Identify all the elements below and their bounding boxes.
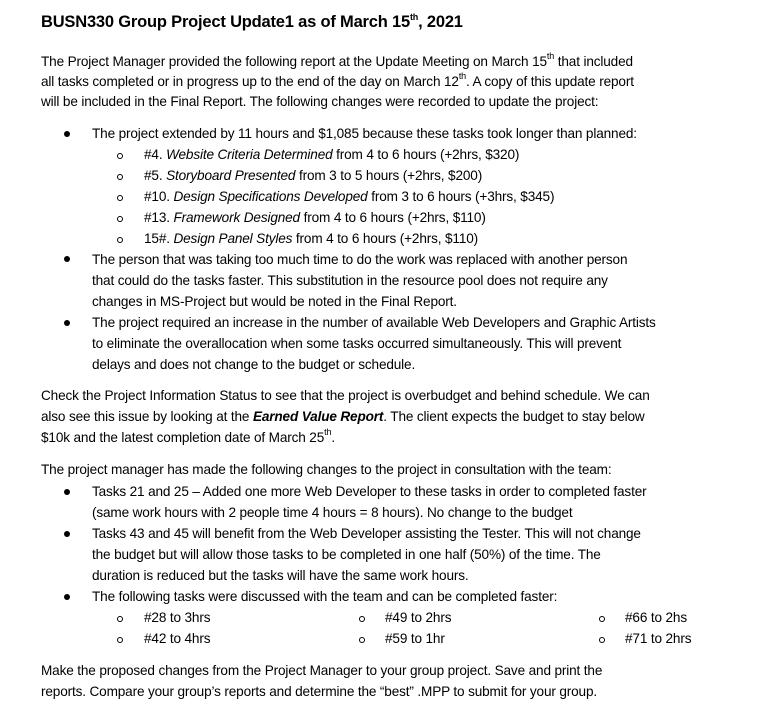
check-line-3: $10k and the latest completion date of March 25th. xyxy=(41,427,335,445)
sub-bullet-icon xyxy=(599,616,605,622)
change-bullet-2-line-2: that could do the tasks faster. This substitution in the resource pool does not require any xyxy=(92,273,608,288)
task-item-10: #10. Design Specifications Developed from 3 to 6 hours (+3hrs, $345) xyxy=(144,189,555,204)
sub-bullet-icon xyxy=(117,153,123,159)
grid-item-42: #42 to 4hrs xyxy=(144,631,211,646)
grid-item-59: #59 to 1hr xyxy=(385,631,445,646)
grid-item-28: #28 to 3hrs xyxy=(144,610,211,625)
pm-bullet-2-line-1: Tasks 43 and 45 will benefit from the Web Developer assisting the Tester. This will not change xyxy=(92,526,641,541)
pm-intro: The project manager has made the following changes to the project in consultation with the team: xyxy=(41,462,612,477)
task-item-4: #4. Website Criteria Determined from 4 to 6 hours (+2hrs, $320) xyxy=(144,147,520,162)
intro-line-1: The Project Manager provided the following report at the Update Meeting on March 15th that included xyxy=(41,51,633,69)
bullet-icon xyxy=(64,594,70,600)
bullet-icon xyxy=(64,489,70,495)
pm-bullet-3: The following tasks were discussed with the team and can be completed faster: xyxy=(92,589,558,604)
change-bullet-2-line-3: changes in MS-Project but would be noted in the Final Report. xyxy=(92,294,457,309)
change-bullet-3-line-3: delays and does not change to the budget or schedule. xyxy=(92,357,416,372)
sub-bullet-icon xyxy=(117,174,123,180)
bullet-icon xyxy=(64,320,70,326)
sub-bullet-icon xyxy=(117,216,123,222)
intro-line-3: will be included in the Final Report. The following changes were recorded to update the project: xyxy=(41,94,599,109)
task-item-5: #5. Storyboard Presented from 3 to 5 hours (+2hrs, $200) xyxy=(144,168,483,183)
closing-line-1: Make the proposed changes from the Project Manager to your group project. Save and print the xyxy=(41,663,603,678)
closing-line-2: reports. Compare your group’s reports and determine the “best” .MPP to submit for your group. xyxy=(41,684,597,699)
task-item-13: #13. Framework Designed from 4 to 6 hours (+2hrs, $110) xyxy=(144,210,486,225)
bullet-icon xyxy=(64,256,70,262)
intro-line-2: all tasks completed or in progress up to the end of the day on March 12th. A copy of this update report xyxy=(41,71,634,89)
sub-bullet-icon xyxy=(359,637,365,643)
bullet-icon xyxy=(64,531,70,537)
change-bullet-3-line-2: to eliminate the overallocation when some tasks occurred simultaneously. This will prevent xyxy=(92,336,622,351)
grid-item-66: #66 to 2hs xyxy=(625,610,687,625)
grid-item-71: #71 to 2hrs xyxy=(625,631,692,646)
page-title: BUSN330 Group Project Update1 as of March 15th, 2021 xyxy=(41,11,463,31)
pm-bullet-2-line-2: the budget but will allow those tasks to be completed in one half (50%) of the time. The xyxy=(92,547,601,562)
pm-bullet-1-line-2: (same work hours with 2 people time 4 hours = 8 hours). No change to the budget xyxy=(92,505,573,520)
task-item-15: 15#. Design Panel Styles from 4 to 6 hours (+2hrs, $110) xyxy=(144,231,479,246)
sub-bullet-icon xyxy=(117,637,123,643)
bullet-icon xyxy=(64,131,70,137)
sub-bullet-icon xyxy=(117,237,123,243)
earned-value-report-term: Earned Value Report xyxy=(252,409,384,424)
pm-bullet-1-line-1: Tasks 21 and 25 – Added one more Web Developer to these tasks in order to completed faster xyxy=(92,484,647,499)
grid-item-49: #49 to 2hrs xyxy=(385,610,452,625)
sub-bullet-icon xyxy=(117,195,123,201)
pm-bullet-2-line-3: duration is reduced but the tasks will have the same work hours. xyxy=(92,568,469,583)
change-bullet-2-line-1: The person that was taking too much time to do the work was replaced with another person xyxy=(92,252,628,267)
check-line-1: Check the Project Information Status to see that the project is overbudget and behind schedule. We can xyxy=(41,388,650,403)
change-bullet-1: The project extended by 11 hours and $1,085 because these tasks took longer than planned: xyxy=(92,126,637,141)
sub-bullet-icon xyxy=(599,637,605,643)
sub-bullet-icon xyxy=(359,616,365,622)
check-line-2: also see this issue by looking at the Earned Value Report. The client expects the budget to stay below xyxy=(41,409,645,424)
sub-bullet-icon xyxy=(117,616,123,622)
change-bullet-3-line-1: The project required an increase in the number of available Web Developers and Graphic Artists xyxy=(92,315,656,330)
